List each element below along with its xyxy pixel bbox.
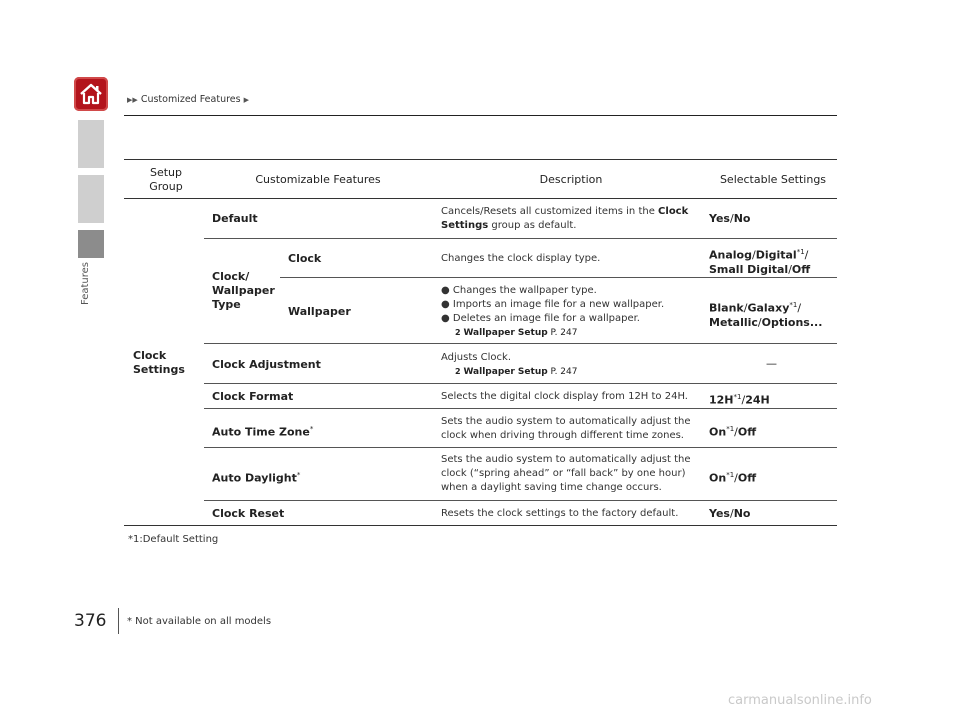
- home-button[interactable]: [74, 77, 108, 111]
- table-top-rule: [124, 159, 837, 160]
- settings-clock: Analog/Digital$^{*1}$/ Small Digital/Off: [709, 248, 811, 276]
- settings-clock-adjustment: —: [766, 357, 777, 370]
- feature-clock-adjustment: Clock Adjustment: [212, 358, 321, 371]
- desc-clock-reset: Resets the clock settings to the factory default.: [441, 508, 679, 519]
- row-rule: [204, 343, 837, 344]
- settings-auto-time-zone: On$^{*1}$/Off: [709, 425, 757, 439]
- settings-auto-daylight: On$^{*1}$/Off: [709, 471, 757, 485]
- side-tab-2: [78, 175, 104, 223]
- watermark: carmanualsonline.info: [728, 693, 872, 708]
- feature-auto-daylight: Auto Daylight*: [212, 471, 301, 485]
- home-icon: [74, 77, 108, 111]
- desc-clock: Changes the clock display type.: [441, 253, 601, 264]
- desc-clock-adjustment: Adjusts Clock. 2 Wallpaper Setup P. 247: [441, 351, 703, 379]
- settings-clock-reset: Yes/No: [709, 507, 751, 520]
- row-rule: [204, 408, 837, 409]
- header-rule: [124, 115, 837, 116]
- row-rule: [204, 500, 837, 501]
- settings-clock-format: $12H^{*1}/24H$: [709, 393, 770, 407]
- wallpaper-bullets: [441, 284, 703, 326]
- footnote: * Not available on all models: [127, 616, 272, 627]
- side-section-label: Features: [80, 262, 91, 305]
- settings-wallpaper: Blank/Galaxy$^{*1}$/ Metallic/Options...: [709, 301, 823, 329]
- desc-wallpaper: [441, 284, 703, 340]
- desc-clock-format: Selects the digital clock display from 12H to 24H.: [441, 391, 688, 402]
- feature-wallpaper: Wallpaper: [288, 305, 351, 318]
- header-setup-group: Setup Group: [149, 166, 183, 193]
- breadcrumb[interactable]: [127, 94, 249, 105]
- header-settings: Selectable Settings: [719, 173, 827, 186]
- row-rule: [204, 447, 837, 448]
- row-rule: [204, 238, 837, 239]
- list-item: ● Deletes an image file for a wallpaper.: [441, 313, 640, 324]
- settings-default: Yes/No: [709, 212, 751, 225]
- breadcrumb-label[interactable]: Customized Features: [140, 94, 241, 105]
- wallpaper-setup-link[interactable]: 2 Wallpaper Setup P. 247: [455, 328, 578, 338]
- reference-arrow-icon: 2: [455, 367, 461, 376]
- row-rule: [280, 277, 837, 278]
- desc-default: Cancels/Resets all customized items in the Clock Settings group as default.: [441, 206, 689, 231]
- reference-arrow-icon: 2: [455, 328, 461, 337]
- feature-clock: Clock: [288, 252, 322, 265]
- list-item: ● Changes the wallpaper type.: [441, 285, 597, 296]
- side-tab-features[interactable]: [78, 230, 104, 258]
- triangle-right-icon: ▶▶: [127, 96, 138, 104]
- page-number: 376: [74, 611, 107, 631]
- list-item: ● Imports an image file for a new wallpaper.: [441, 299, 665, 310]
- triangle-right-icon: ▶: [243, 96, 249, 104]
- group-label-clock-settings: Clock Settings: [133, 349, 185, 376]
- table-bottom-rule: [124, 525, 837, 526]
- feature-clock-format: Clock Format: [212, 390, 294, 403]
- header-features: Customizable Features: [255, 173, 381, 186]
- footer-divider: [118, 608, 119, 634]
- header-description: Description: [539, 173, 603, 186]
- feature-auto-time-zone: Auto Time Zone*: [212, 425, 314, 439]
- feature-default: Default: [212, 212, 258, 225]
- wallpaper-setup-link[interactable]: 2 Wallpaper Setup P. 247: [455, 367, 578, 377]
- side-tab-1: [78, 120, 104, 168]
- desc-auto-daylight: Sets the audio system to automatically adjust the clock (“spring ahead” or “fall back” by one hour) when a daylight saving time change occurs.: [441, 454, 691, 493]
- header-bottom-rule: [124, 198, 837, 199]
- default-setting-note: *1:Default Setting: [128, 534, 219, 545]
- feature-clock-reset: Clock Reset: [212, 507, 285, 520]
- feature-clock-wallpaper-type: Clock/ Wallpaper Type: [212, 270, 275, 311]
- desc-auto-time-zone: Sets the audio system to automatically adjust the clock when driving through different time zones.: [441, 416, 691, 441]
- row-rule: [204, 383, 837, 384]
